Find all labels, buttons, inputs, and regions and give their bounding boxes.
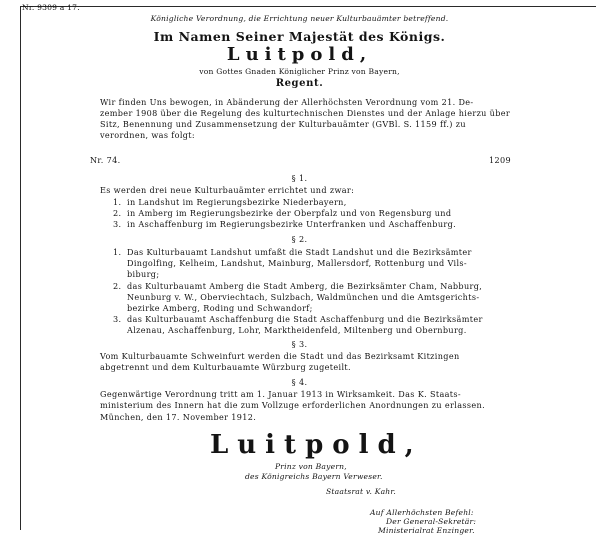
minister-signature: Staatsrat v. Kahr. — [326, 487, 396, 496]
preamble-title: Im Namen Seiner Majestät des Königs. — [153, 29, 446, 44]
section-2-item — [113, 281, 482, 293]
section-3-line: abgetrennt und dem Kulturbauamte Würzburg zugeteilt. — [100, 362, 351, 372]
section-4-heading: § 4. — [291, 377, 308, 387]
list-text: das Kulturbauamt Aschaffenburg die Stadt Aschaffenburg und die Bezirksämter — [127, 314, 483, 324]
regent-title: von Gottes Gnaden Königlicher Prinz von Bayern, — [199, 67, 400, 76]
footer-line-2: Der General-Sekretär: — [386, 517, 477, 526]
document-number: Nr. 9309 a 17. — [22, 3, 80, 12]
list-number: 1. — [113, 197, 122, 207]
signature-title-2: des Königreichs Bayern Verweser. — [245, 472, 383, 481]
list-number: 1. — [113, 247, 122, 257]
section-1-intro: Es werden drei neue Kulturbauämter errichtet und zwar: — [100, 185, 355, 195]
section-1-item — [113, 208, 451, 220]
section-2-item-continuation: bezirke Amberg, Roding und Schwandorf; — [127, 303, 313, 313]
list-text: in Amberg im Regierungsbezirke der Oberpfalz und von Regensburg und — [127, 208, 452, 218]
regent-name: Luitpold, — [226, 44, 373, 65]
list-number: 2. — [113, 208, 122, 218]
date-line: München, den 17. November 1912. — [100, 412, 257, 422]
signature-name: Luitpold, — [210, 430, 423, 460]
section-1-item — [113, 197, 347, 209]
regent-label: Regent. — [275, 78, 324, 89]
section-1-item — [113, 219, 456, 231]
list-text: in Aschaffenburg im Regierungsbezirke Unterfranken und Aschaffenburg. — [127, 219, 457, 229]
intro-line-3: Sitz, Benennung und Zusammensetzung der Kulturbauämter (GVBl. S. 1159 ff.) zu — [100, 119, 466, 129]
list-number: 3. — [113, 219, 122, 229]
intro-line-1: Wir finden Uns bewogen, in Abänderung der Allerhöchsten Verordnung vom 21. De- — [100, 97, 474, 107]
section-1-heading: § 1. — [291, 173, 308, 183]
section-2-item-continuation: Dingolfing, Kelheim, Landshut, Mainburg, Mallersdorf, Rottenburg und Vils- — [127, 258, 467, 268]
footer-line-1: Auf Allerhöchsten Befehl: — [370, 508, 474, 517]
section-2-item-continuation: Alzenau, Aschaffenburg, Lohr, Marktheidenfeld, Miltenberg und Obernburg. — [127, 325, 467, 335]
document-subtitle: Königliche Verordnung, die Errichtung neuer Kulturbauämter betreffend. — [150, 14, 449, 23]
section-3-heading: § 3. — [291, 339, 308, 349]
section-4-line: Gegenwärtige Verordnung tritt am 1. Januar 1913 in Wirksamkeit. Das K. Staats- — [100, 389, 461, 399]
page-number: 1209 — [489, 155, 511, 165]
list-number: 2. — [113, 281, 122, 291]
law-number: Nr. 74. — [90, 155, 121, 165]
section-2-heading: § 2. — [291, 234, 308, 244]
intro-line-2: zember 1908 über die Regelung des kulturtechnischen Dienstes und der Anlage hierzu über — [100, 108, 511, 118]
footer-line-3: Ministerialrat Enzinger. — [378, 526, 475, 535]
section-2-item-continuation: Neunburg v. W., Oberviechtach, Sulzbach, Waldmünchen und die Amtsgerichts- — [127, 292, 480, 302]
section-3-line: Vom Kulturbauamte Schweinfurt werden die Stadt und das Bezirksamt Kitzingen — [100, 351, 460, 361]
list-text: in Landshut im Regierungsbezirke Niederbayern, — [127, 197, 347, 207]
section-2-item — [113, 314, 483, 326]
intro-line-4: verordnen, was folgt: — [100, 130, 195, 140]
list-number: 3. — [113, 314, 122, 324]
signature-title-1: Prinz von Bayern, — [275, 462, 347, 471]
list-text: das Kulturbauamt Amberg die Stadt Amberg, die Bezirksämter Cham, Nabburg, — [127, 281, 483, 291]
section-2-item — [113, 247, 472, 259]
list-text: Das Kulturbauamt Landshut umfaßt die Stadt Landshut und die Bezirksämter — [127, 247, 472, 257]
section-4-line: ministerium des Innern hat die zum Vollzuge erforderlichen Anordnungen zu erlassen. — [100, 400, 485, 410]
section-2-item-continuation: biburg; — [127, 269, 160, 279]
